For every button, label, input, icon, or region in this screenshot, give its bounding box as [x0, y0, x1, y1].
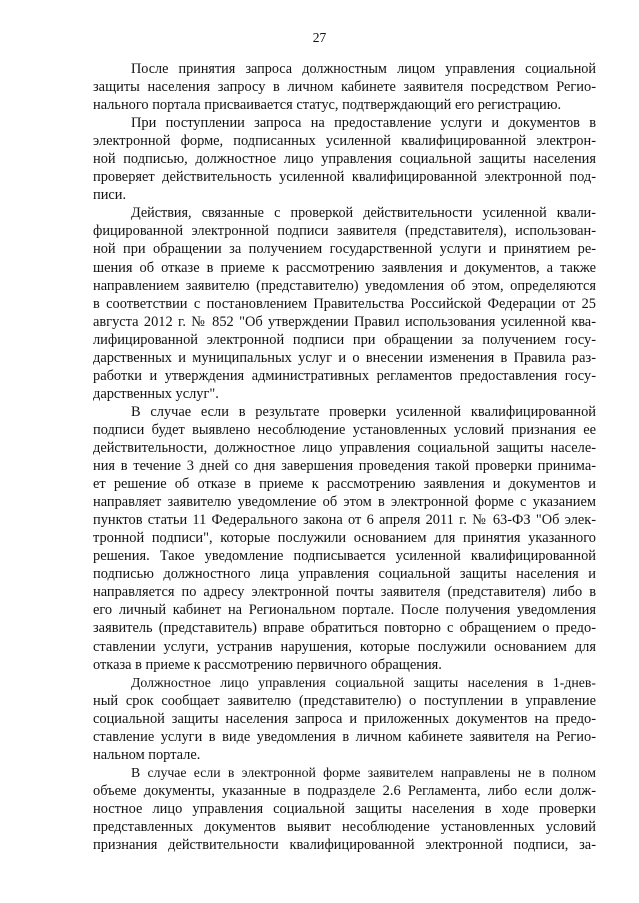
- text-line: писи.: [93, 187, 127, 204]
- paragraph-4: [93, 403, 596, 674]
- page-number: 27: [312, 30, 327, 45]
- text-line: шения об отказе в приеме к рассмотрению заявления и документов, а также: [93, 259, 596, 276]
- text-line: заявитель (представитель) вправе обратиться повторно с обращением о предо-: [93, 620, 596, 637]
- text-line: социальной защиты населения запроса и приложенных документов на предо-: [93, 710, 596, 727]
- text-line: направляется по адресу электронной почты заявителя (представителя) либо в: [93, 584, 596, 601]
- paragraph-3: [93, 204, 596, 403]
- text-line: ный срок сообщает заявителю (представителю) о поступлении в управление: [93, 692, 596, 709]
- text-line: фицированной электронной подписи заявителя (представителя), использован-: [93, 223, 596, 240]
- text-line: После принятия запроса должностным лицом управления социальной: [131, 61, 596, 77]
- text-line: ной подписью, должностное лицо управления социальной защиты населения: [93, 151, 596, 168]
- text-line: представленных документов выявит несоблюдение установленных условий: [93, 818, 596, 835]
- text-line: решения. Такое уведомление подписывается усиленной квалифицированной: [93, 548, 596, 565]
- text-line: действительности, должностное лицо управления социальной защиты населе-: [93, 439, 596, 456]
- text-line: ния в течение 3 дней со дня завершения проведения такой проверки принима-: [93, 458, 596, 475]
- paragraph-2: [93, 114, 596, 204]
- text-line: объеме документы, указанные в подразделе 2.6 Регламента, либо если долж-: [93, 782, 596, 799]
- text-line: подписи будет выявлено несоблюдение установленных условий признания ее: [93, 421, 596, 438]
- text-line: дарственных и муниципальных услуг и о внесении изменения в Правила раз-: [93, 349, 596, 366]
- text-line: проверяет действительность усиленной квалифицированной электронной под-: [93, 169, 596, 186]
- text-line: ставление услуги в виде уведомления в личном кабинете заявителя на Регио-: [93, 728, 596, 745]
- text-line: При поступлении запроса на предоставление услуги и документов в: [131, 115, 596, 132]
- text-line: отказа в приеме к рассмотрению первичного обращения.: [93, 656, 442, 673]
- text-line: нальном портале.: [93, 746, 201, 763]
- text-line: направлением заявителю (представителю) уведомления об этом, определяются: [93, 277, 596, 294]
- paragraph-1: [93, 60, 596, 114]
- text-line: его личный кабинет на Региональном портале. После получения уведомления: [93, 602, 596, 619]
- text-line: защиты населения запросу в личном кабинете заявителя посредством Регио-: [93, 79, 596, 96]
- text-line: подписью должностного лица управления социальной защиты населения и: [93, 566, 596, 583]
- text-line: лифицированной электронной подписи при обращении за получением госу-: [93, 331, 596, 348]
- text-line: ной при обращении за получением государственной услуги и принятием ре-: [93, 241, 596, 258]
- text-line: Действия, связанные с проверкой действительности усиленной квали-: [131, 205, 596, 222]
- paragraph-6: [93, 764, 596, 854]
- text-line: нального портала присваивается статус, подтверждающий его регистрацию.: [93, 97, 562, 114]
- text-line: ет решение об отказе в приеме к рассмотрению заявления и документов и: [93, 476, 596, 493]
- text-line: работки и утверждения административных регламентов предоставления госу-: [93, 367, 596, 384]
- text-line: дарственных услуг".: [93, 385, 219, 402]
- text-line: Должностное лицо управления социальной защиты населения в 1-днев-: [131, 674, 596, 690]
- document-body: [93, 60, 596, 854]
- text-line: электронной форме, подписанных усиленной квалифицированной электрон-: [93, 133, 596, 150]
- text-line: В случае если в электронной форме заявителем направлены не в полном: [131, 764, 596, 780]
- text-line: тронной подписи", которые послужили основанием для принятия указанного: [93, 530, 596, 547]
- text-line: ностное лицо управления социальной защиты населения в ходе проверки: [93, 800, 596, 817]
- text-line: пунктов статьи 11 Федерального закона от 6 апреля 2011 г. № 63-ФЗ "Об элек-: [93, 512, 596, 529]
- paragraph-5: [93, 674, 596, 764]
- text-line: признания действительности квалифицированной электронной подписи, за-: [93, 837, 596, 854]
- text-line: В случае если в результате проверки усиленной квалифицированной: [131, 403, 596, 420]
- text-line: в соответствии с постановлением Правительства Российской Федерации от 25: [93, 295, 596, 312]
- text-line: ставлении услуги, устранив нарушения, которые послужили основанием для: [93, 638, 596, 655]
- text-line: направляет заявителю уведомление об этом в электронной форме с указанием: [93, 494, 596, 511]
- text-line: августа 2012 г. № 852 "Об утверждении Правил использования усиленной ква-: [93, 313, 596, 330]
